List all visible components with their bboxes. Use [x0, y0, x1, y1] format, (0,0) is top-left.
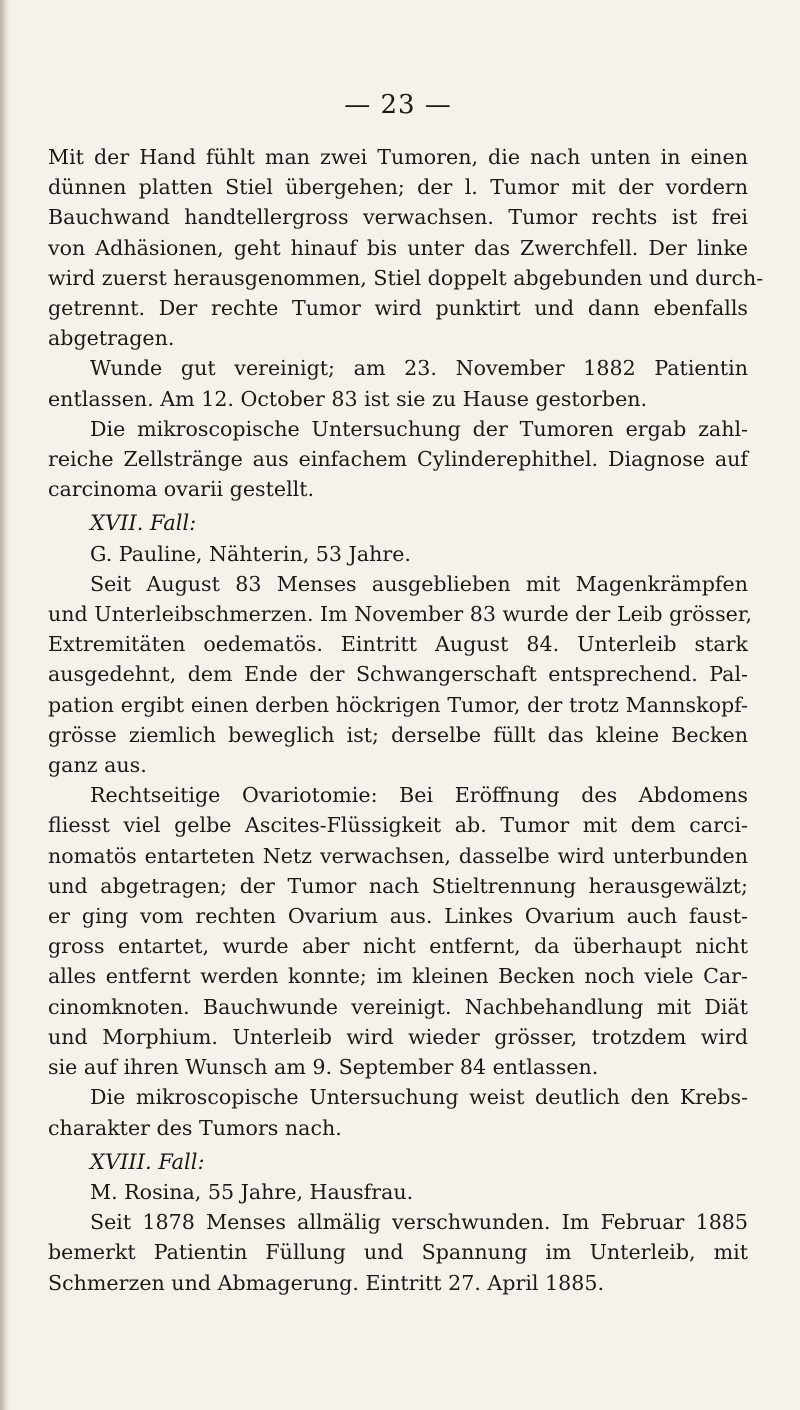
- text-line: reiche Zellstränge aus einfachem Cylinderephithel. Diagnose auf: [48, 447, 748, 472]
- text-line: Wunde gut vereinigt; am 23. November 1882 Patientin: [90, 356, 748, 381]
- text-line: Die mikroscopische Untersuchung weist deutlich den Krebs-: [90, 1085, 748, 1110]
- text-line: und Morphium. Unterleib wird wieder grösser, trotzdem wird: [48, 1024, 748, 1049]
- paragraph-tumor-description: [48, 142, 764, 353]
- text-line: Seit August 83 Menses ausgeblieben mit Magenkrämpfen: [90, 571, 748, 596]
- paragraph-case17-operation: [48, 780, 748, 1082]
- paragraph-microscopy: [48, 414, 748, 505]
- text-line: und Unterleibschmerzen. Im November 83 wurde der Leib grösser,: [48, 602, 752, 627]
- text-line: fliesst viel gelbe Ascites-Flüssigkeit ab. Tumor mit dem carci-: [48, 813, 748, 838]
- text-line: dünnen platten Stiel übergehen; der l. Tumor mit der vordern: [48, 175, 748, 200]
- text-line: carcinoma ovarii gestellt.: [48, 477, 315, 502]
- text-line: ganz aus.: [48, 753, 147, 778]
- text-line: entlassen. Am 12. October 83 ist sie zu Hause gestorben.: [48, 386, 648, 411]
- text-line: Extremitäten oedematös. Eintritt August 84. Unterleib stark: [48, 632, 748, 657]
- text-line: gross entartet, wurde aber nicht entfernt, da überhaupt nicht: [48, 934, 748, 959]
- text-line: G. Pauline, Nähterin, 53 Jahre.: [90, 541, 411, 566]
- text-line: Schmerzen und Abmagerung. Eintritt 27. April 1885.: [48, 1270, 605, 1295]
- page-edge-shadow: [0, 0, 10, 1410]
- text-line: grösse ziemlich beweglich ist; derselbe füllt das kleine Becken: [48, 722, 748, 747]
- text-line: ausgedehnt, dem Ende der Schwangerschaft entsprechend. Pal-: [48, 662, 748, 687]
- document-page: [48, 88, 764, 1298]
- text-line: nomatös entarteten Netz verwachsen, dasselbe wird unterbunden: [48, 843, 748, 868]
- text-line: sie auf ihren Wunsch am 9. September 84 entlassen.: [48, 1055, 599, 1080]
- text-line: Mit der Hand fühlt man zwei Tumoren, die nach unten in einen: [48, 145, 748, 169]
- text-line: bemerkt Patientin Füllung und Spannung im Unterleib, mit: [48, 1240, 748, 1265]
- text-line: Die mikroscopische Untersuchung der Tumoren ergab zahl-: [90, 416, 748, 441]
- patient-line-xviii: [48, 1177, 748, 1207]
- case-heading-xvii: XVII. Fall:: [90, 511, 197, 536]
- text-line: er ging vom rechten Ovarium aus. Linkes Ovarium auch faust-: [48, 904, 748, 929]
- patient-line-xvii: [48, 539, 748, 569]
- text-line: cinomknoten. Bauchwunde vereinigt. Nachbehandlung mit Diät: [48, 994, 748, 1019]
- text-line: abgetragen.: [48, 326, 175, 351]
- text-line: charakter des Tumors nach.: [48, 1115, 342, 1140]
- text-line: alles entfernt werden konnte; im kleinen Becken noch viele Car-: [48, 964, 748, 989]
- page-number: — 23 —: [344, 90, 452, 120]
- text-line: M. Rosina, 55 Jahre, Hausfrau.: [90, 1179, 414, 1204]
- text-line: Bauchwand handtellergross verwachsen. Tumor rechts ist frei: [48, 205, 748, 230]
- text-line: und abgetragen; der Tumor nach Stieltrennung herausgewälzt;: [48, 873, 748, 898]
- paragraph-case17-microscopy: [48, 1082, 748, 1142]
- text-line: wird zuerst herausgenommen, Stiel doppelt abgebunden und durch-: [48, 265, 764, 290]
- paragraph-case18-history: [48, 1207, 748, 1298]
- text-line: von Adhäsionen, geht hinauf bis unter das Zwerchfell. Der linke: [48, 235, 748, 260]
- text-line: getrennt. Der rechte Tumor wird punktirt und dann ebenfalls: [48, 296, 748, 321]
- text-line: Rechtseitige Ovariotomie: Bei Eröffnung des Abdomens: [90, 783, 748, 808]
- text-line: pation ergibt einen derben höckrigen Tumor, der trotz Mannskopf-: [48, 692, 748, 717]
- case-heading-xviii: XVIII. Fall:: [90, 1149, 205, 1174]
- paragraph-discharge: [48, 353, 748, 413]
- paragraph-case17-history: [48, 569, 752, 780]
- text-line: Seit 1878 Menses allmälig verschwunden. Im Februar 1885: [90, 1210, 748, 1235]
